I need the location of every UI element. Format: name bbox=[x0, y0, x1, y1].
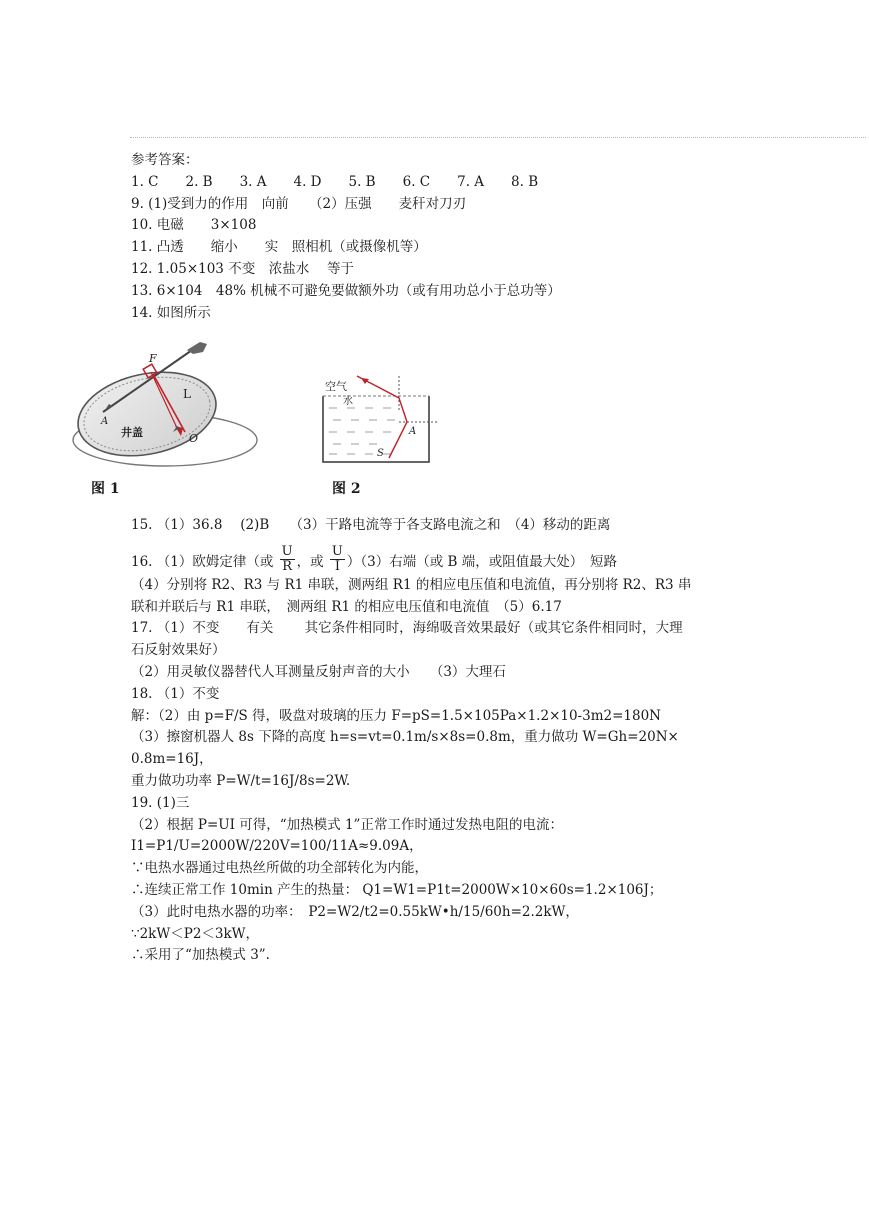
label-O: O bbox=[189, 432, 199, 445]
figure-1-diagram bbox=[65, 332, 265, 472]
figure-1-label: 图 1 bbox=[91, 481, 120, 497]
q16-suffix: ）（3）右端（或 B 端，或阻值最大处） 短路 bbox=[346, 553, 617, 570]
figure-2-label: 图 2 bbox=[332, 481, 361, 497]
answer-line: 0.8m=16J， bbox=[131, 751, 213, 768]
answer-line: （2）用灵敏仪器替代人耳测量反射声音的大小 （3）大理石 bbox=[131, 663, 506, 680]
answer-line: 17. （1）不变 有关 其它条件相同时，海绵吸音效果最好（或其它条件相同时，大理 bbox=[131, 620, 683, 637]
answer-line: 18. （1）不变 bbox=[131, 685, 220, 702]
header-divider bbox=[130, 137, 866, 138]
label-F: F bbox=[149, 352, 157, 365]
answer-line: ∴采用了“加热模式 3”. bbox=[131, 947, 270, 964]
answer-line: 解：（2）由 p=F/S 得，吸盘对玻璃的压力 F=pS=1.5×105Pa×1.2×10-3m2=180N bbox=[131, 707, 661, 724]
answer-line: 19. (1)三 bbox=[131, 794, 190, 811]
answer-line: I1=P1/U=2000W/220V=100/11A≈9.09A， bbox=[131, 838, 423, 855]
figures bbox=[65, 332, 465, 502]
answer-line: 联和并联后与 R1 串联， 测两组 R1 的相应电压值和电流值 （5）6.17 bbox=[131, 598, 562, 615]
answers-bottom bbox=[131, 515, 851, 967]
answer-line: （2）根据 P=UI 可得，“加热模式 1”正常工作时通过发热电阻的电流： bbox=[131, 816, 563, 833]
figure-2-diagram bbox=[317, 332, 447, 472]
answer-line: （4）分别将 R2、R3 与 R1 串联，测两组 R1 的相应电压值和电流值，再分别将 R2、R3 串 bbox=[131, 576, 692, 593]
answer-line: 14. 如图所示 bbox=[131, 304, 211, 321]
answer-line: （3）此时电热水器的功率： P2=W2/t2=0.55kW•h/15/60h=2.2kW， bbox=[131, 903, 579, 920]
answer-line: 12. 1.05×103 不变 浓盐水 等于 bbox=[131, 260, 354, 277]
label-L: L bbox=[183, 387, 191, 401]
fraction-u-over-r: $\frac{U}{R}$ bbox=[281, 543, 293, 574]
answer-line: 15. （1）36.8 (2)B （3）干路电流等于各支路电流之和 （4）移动的距离 bbox=[131, 517, 611, 533]
label-S: S bbox=[377, 448, 384, 459]
q16-prefix: 16. （1）欧姆定律（或 bbox=[131, 553, 278, 570]
label-air: 空气 bbox=[325, 380, 347, 393]
answer-line: 13. 6×104 48% 机械不可避免要做额外功（或有用功总小于总功等） bbox=[131, 282, 561, 299]
answer-line: ∵2kW＜P2＜3kW， bbox=[131, 925, 260, 942]
answer-line: 9. (1)受到力的作用 向前 （2）压强 麦秆对刀刃 bbox=[131, 195, 467, 212]
answer-line: 重力做功功率 P=W/t=16J/8s=2W. bbox=[131, 772, 351, 789]
answer-line: 11. 凸透 缩小 实 照相机（或摄像机等） bbox=[131, 239, 427, 256]
answer-line: ∵电热水器通过电热丝所做的功全部转化为内能， bbox=[131, 860, 428, 877]
answer-line: 1. C 2. B 3. A 4. D 5. B 6. C 7. A 8. B bbox=[131, 173, 539, 190]
answer-header: 参考答案： bbox=[131, 152, 199, 168]
fraction-u-over-i: $\frac{U}{I}$ bbox=[331, 543, 343, 574]
answer-line: ∴连续正常工作 10min 产生的热量： Q1=W1=P1t=2000W×10×60s=1.2×106J； bbox=[131, 881, 663, 898]
label-water: 水 bbox=[343, 396, 353, 407]
answer-line: 石反射效果好） bbox=[131, 642, 226, 659]
label-A: A bbox=[101, 416, 109, 427]
answer-line: （3）擦窗机器人 8s 下降的高度 h=s=vt=0.1m/s×8s=0.8m，重力做功 W=Gh=20N× bbox=[131, 729, 679, 746]
answer-line-16 bbox=[131, 545, 851, 575]
answers-top bbox=[131, 150, 851, 324]
label-cover: 井盖 bbox=[121, 426, 143, 439]
q16-mid: ，或 bbox=[296, 553, 328, 570]
answer-line: 10. 电磁 3×108 bbox=[131, 217, 257, 234]
label-A2: A bbox=[409, 426, 417, 437]
